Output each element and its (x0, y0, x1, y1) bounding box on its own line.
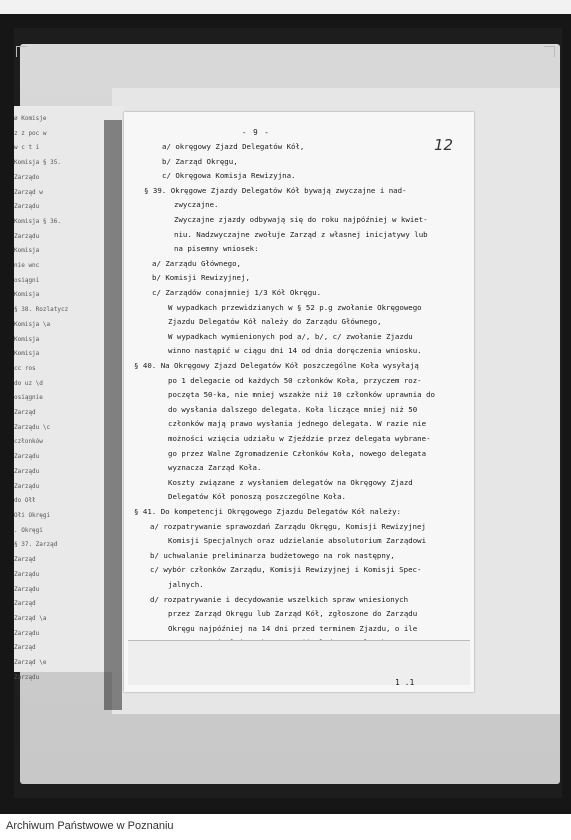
left-page-line: Zarząd w (14, 188, 43, 196)
page-number: - 9 - (242, 128, 270, 137)
document-line: wyznacza Zarząd Koła. (168, 463, 262, 473)
page-footer-mark: 1 .1 (395, 678, 415, 687)
left-page-line: z z poc w (14, 129, 47, 137)
left-page-line: osiągnie (14, 394, 43, 402)
page-edge-shadow (104, 120, 122, 710)
left-page-line: Komisja (14, 350, 40, 358)
page-fold-strip (128, 640, 470, 685)
document-line: przez Zarząd Okręgu lub Zarząd Kół, zgłoszone do Zarządu (168, 609, 418, 619)
corner-mark-top-right (544, 46, 555, 57)
left-page-line: Komisja (14, 247, 40, 255)
left-page-line: Komisja § 36. (14, 217, 61, 225)
archive-footer (0, 814, 571, 840)
left-page-line: Zarządu (14, 673, 40, 681)
left-page-line: Zarząd (14, 644, 36, 652)
document-line: możności wzięcia udziału w Zjeździe przez delegata wybrane- (168, 434, 431, 443)
left-page-line: . Okręgi (14, 526, 43, 534)
document-line: a/ rozpatrywanie sprawozdań Zarządu Okręgu, Komisji Rewizyjnej (150, 521, 426, 531)
left-page-line: Zarządu (14, 453, 40, 461)
document-line: zwyczajne. (174, 200, 219, 210)
document-line: b/ Zarząd Okręgu, (162, 156, 238, 166)
left-page-line: Zarządu (14, 570, 40, 578)
left-page-line: członków (14, 438, 43, 446)
left-page-line: Zarządu (14, 203, 40, 211)
document-line: c/ Zarządów conajmniej 1/3 Kół Okręgu. (152, 288, 322, 297)
left-page-line: Zarządo (14, 173, 40, 181)
left-page-line: Zarząd (14, 600, 36, 608)
document-line: jalnych. (168, 580, 204, 589)
handwritten-annotation: 12 (434, 136, 454, 154)
document-line: członków mają prawo wysłania jednego delegata. W razie nie (168, 419, 427, 429)
document-line: Komisji Specjalnych oraz udzielanie absolutorium Zarządowi (168, 536, 427, 546)
document-line: na pisemny wniosek: (174, 244, 259, 254)
left-page-line: Zarząd (14, 556, 36, 564)
left-page-line: Komisja \a (14, 320, 51, 328)
left-page-line: Komisja § 35. (14, 159, 61, 167)
left-page-line: do uz \d (14, 379, 43, 387)
left-page-line: ø Komisje (14, 115, 47, 122)
left-page-line: § 37. Zarząd (14, 541, 58, 549)
document-line: d/ rozpatrywanie i decydowanie wszelkich spraw wniesionych (150, 594, 409, 604)
document-line: po 1 delegacie od każdych 50 członków Koła, przyczem roz- (168, 375, 422, 385)
left-page-line: w c t i (14, 144, 40, 152)
left-page-line: Zarząd \e (14, 659, 47, 667)
document-line: Delegatów Kół ponoszą poszczególne Koła. (168, 492, 346, 502)
document-line: Zjazdu Delegatów Kół należy do Zarządu Głównego, (168, 317, 382, 327)
left-page-line: osiągni (14, 276, 40, 284)
left-page-line: cc ros (14, 364, 36, 372)
document-line: go przez Walne Zgromadzenie Członków Koła, nowego delegata (168, 448, 427, 458)
left-page-line: Komisja (14, 335, 40, 343)
left-page-line: § 38. Rozlatycz (14, 306, 69, 314)
document-page (124, 112, 474, 692)
document-line: winno nastąpić w ciągu dni 14 od dnia doręczenia wniosku. (168, 346, 422, 356)
document-line: do wysłania dalszego delegata. Koła liczące mniej niż 50 (168, 404, 418, 414)
left-page-line: do Ołł (14, 497, 36, 505)
document-line: § 40. Na Okręgowy Zjazd Delegatów Kół poszczególne Koła wysyłają (134, 361, 419, 370)
document-line: c/ wybór członków Zarządu, Komisji Rewizyjnej i Komisji Spec- (150, 565, 422, 575)
document-line: § 41. Do kompetencji Okręgowego Zjazdu Delegatów Kół należy: (134, 507, 401, 516)
document-line: c/ Okręgowa Komisja Rewizyjna. (162, 171, 296, 181)
left-page-line: Zarządu (14, 467, 40, 475)
left-page-line: Zarządu (14, 585, 40, 593)
document-line: poczęta 50-ka, nie mniej wszakże niż 10 członków uprawnia do (168, 390, 435, 400)
left-page-line: Zarządu (14, 232, 40, 240)
corner-mark-top-left (16, 46, 27, 57)
left-page-line: Komisja (14, 291, 40, 299)
document-line: Okręgu najpóźniej na 14 dni przed terminem Zjazdu, o ile (168, 623, 418, 633)
left-page-line: Zarząd \a (14, 614, 47, 622)
left-page-line: Zarządu \c (14, 423, 51, 431)
document-line: Zwyczajne zjazdy odbywają się do roku najpóźniej w kwiet- (174, 215, 428, 224)
left-page-line: Zarząd (14, 409, 36, 417)
document-line: Koszty związane z wysłaniem delegatów na Okręgowy Zjazd (168, 477, 413, 487)
left-page-line: Ołi Okręgi (14, 511, 51, 519)
document-line: niu. Nadzwyczajne zwołuje Zarząd z własnej inicjatywy lub (174, 229, 428, 239)
archive-caption: Archiwum Państwowe w Poznaniu (6, 820, 174, 832)
document-line: W wypadkach wymienionych pod a/, b/, c/ zwołanie Zjazdu (168, 331, 413, 341)
document-line: a/ okręgowy Zjazd Delegatów Kół, (162, 142, 305, 151)
document-line: b/ uchwalanie preliminarza budżetowego na rok następny, (150, 550, 395, 560)
left-page-line: Zarządu (14, 629, 40, 637)
document-line: W wypadkach przewidzianych w § 52 p.g zwołanie Okręgowego (168, 302, 422, 312)
left-page-line: Zarządu (14, 482, 40, 490)
document-line: § 39. Okręgowe Zjazdy Delegatów Kół bywają zwyczajne i nad- (144, 185, 407, 195)
document-line: b/ Komisji Rewizyjnej, (152, 273, 250, 283)
document-line: a/ Zarządu Głównego, (152, 258, 241, 268)
left-page-line: nie wnc (14, 262, 40, 270)
top-strip (0, 0, 571, 14)
